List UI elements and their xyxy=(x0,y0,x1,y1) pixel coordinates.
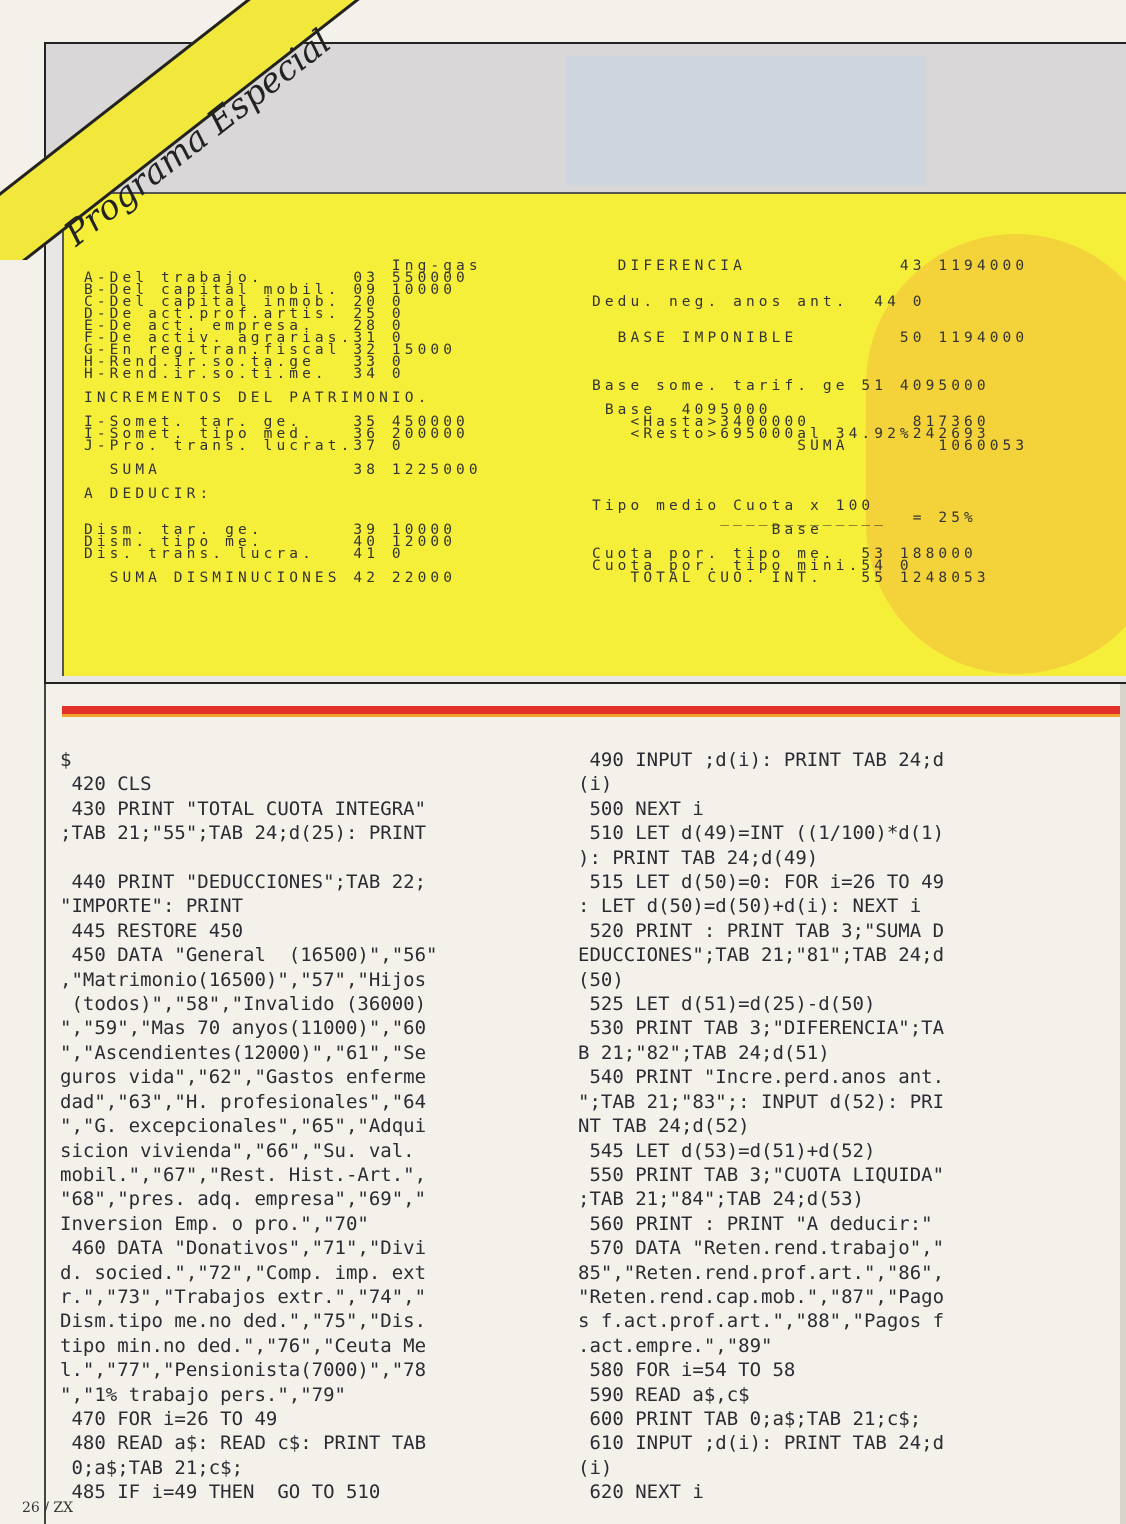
banner-title: Programa Especial xyxy=(57,21,339,255)
screen-output-right: DIFERENCIA 43 1194000 Dedu. neg. anos ant. 44 0 BASE IMPONIBLE 50 1194000 Base some. tarif. ge 51 4095000 Base 4095000 <Hasta>3400000 817360 <Resto>695000al 34.92%242693 SUMA 1060053 Tipo medio Cuota x 100 _____________ = 25% Base Cuota por. tipo me. 53 188000 Cuota por. tipo mini.54 0 TOTAL CUO. INT. 55 1248053 xyxy=(592,258,1029,586)
section-banner xyxy=(0,0,360,260)
listing-column-left: $ 420 CLS 430 PRINT "TOTAL CUOTA INTEGRA" ;TAB 21;"55";TAB 24;d(25): PRINT 440 PRINT "DEDUCCIONES";TAB 22; "IMPORTE": PRINT 445 RESTORE 450 450 DATA "General (16500)","56" ,"Matrimonio(16500)","57","Hijos (todos)","58","Invalido (36000) ","59","Mas 70 anyos(11000)","60 ","Ascendientes(12000)","61","Se guros vida","62","Gastos enferme dad","63","H. profesionales","64 ","G. excepcionales","65","Adqui sicion vivienda","66","Su. val. mobil.","67","Rest. Hist.-Art.", "68","pres. adq. empresa","69"," Inversion Emp. o pro.","70" 460 DATA "Donativos","71","Divi d. socied.","72","Comp. imp. ext r.","73","Trabajos extr.","74"," Dism.tipo me.no ded.","75","Dis. tipo min.no ded.","76","Ceuta Me l.","77","Pensionista(7000)","78 ","1% trabajo pers.","79" 470 FOR i=26 TO 49 480 READ a$: READ c$: PRINT TAB 0;a$;TAB 21;c$; 485 IF i=49 THEN GO TO 510 xyxy=(60,749,438,1504)
page-number: 26 / ZX xyxy=(22,1500,74,1516)
screen-output-left: Ing-gas A-Del trabajo. 03 550000 B-Del capital mobil. 09 10000 C-Del capital inmob. 20 0 D-De act.prof.artis. 25 0 E-De act. empresa. 28 0 F-De activ. agrarias.31 0 G-En reg.tran.fiscal 32 15000 H-Rend.ir.so.ta.ge 33 0 H-Rend.ir.so.ti.me. 34 0 INCREMENTOS DEL PATRIMONIO. I-Somet. tar. ge. 35 450000 I-Somet. tipo med. 36 200000 J-Pro. trans. lucrat.37 0 SUMA 38 1225000 A DEDUCIR: Dism. tar. ge. 39 10000 Dism. tipo me. 40 12000 Dis. trans. lucra. 41 0 SUMA DISMINUCIONES 42 22000 xyxy=(84,258,482,586)
divider-bar xyxy=(62,706,1126,714)
listing-column-right: 490 INPUT ;d(i): PRINT TAB 24;d (i) 500 NEXT i 510 LET d(49)=INT ((1/100)*d(1) ): PRINT TAB 24;d(49) 515 LET d(50)=0: FOR i=26 TO 49 : LET d(50)=d(50)+d(i): NEXT i 520 PRINT : PRINT TAB 3;"SUMA D EDUCCIONES";TAB 21;"81";TAB 24;d (50) 525 LET d(51)=d(25)-d(50) 530 PRINT TAB 3;"DIFERENCIA";TA B 21;"82";TAB 24;d(51) 540 PRINT "Incre.perd.anos ant. ";TAB 21;"83";: INPUT d(52): PRI NT TAB 24;d(52) 545 LET d(53)=d(51)+d(52) 550 PRINT TAB 3;"CUOTA LIQUIDA" ;TAB 21;"84";TAB 24;d(53) 560 PRINT : PRINT "A deducir:" 570 DATA "Reten.rend.trabajo"," 85","Reten.rend.prof.art.","86", "Reten.rend.cap.mob.","87","Pago s f.act.prof.art.","88","Pagos f .act.empre.","89" 580 FOR i=54 TO 58 590 READ a$,c$ 600 PRINT TAB 0;a$;TAB 21;c$; 610 INPUT ;d(i): PRINT TAB 24;d (i) 620 NEXT i xyxy=(578,749,945,1504)
screen-output-panel xyxy=(62,192,1126,676)
